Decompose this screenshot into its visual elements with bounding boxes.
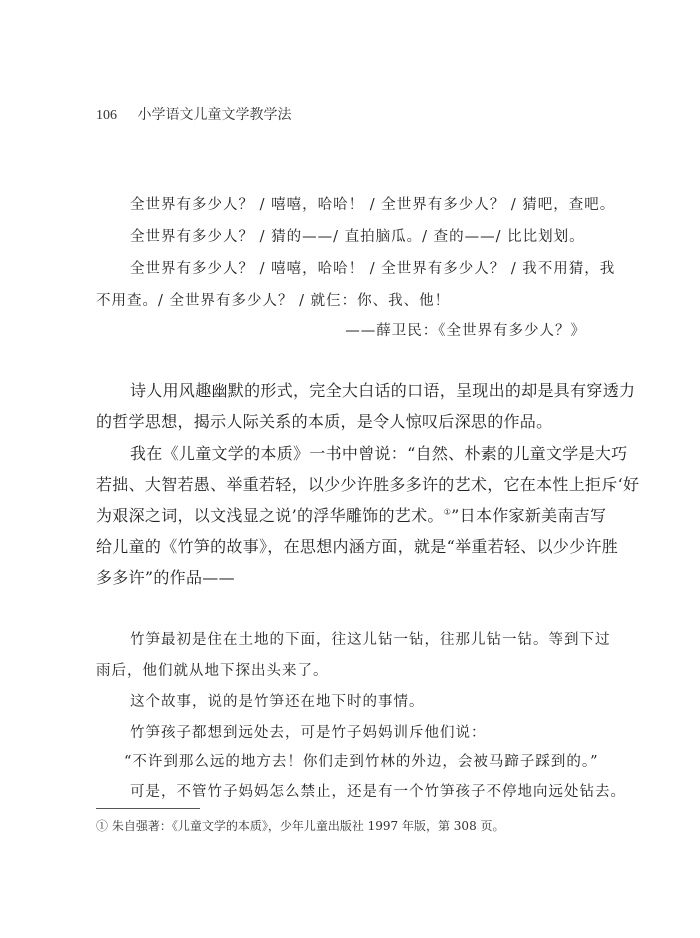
footnote-marker: ① [443,507,452,517]
story-line: 这个故事，说的是竹笋还在地下时的事情。 [130,694,425,710]
paragraph-line: 的哲学思想，揭示人际关系的本质，是令人惊叹后深思的作品。 [96,412,553,431]
text-span: ”日本作家新美南吉写 [451,506,607,525]
page-number: 106 [96,108,117,123]
paragraph-line: 我在《儿童文学的本质》一书中曾说：“自然、朴素的儿童文学是大巧 [130,444,628,463]
story-line: “不许到那么远的地方去！你们走到竹林的外边，会被马蹄子踩到的。” [124,754,599,770]
story-line: 可是，不管竹子妈妈怎么禁止，还是有一个竹笋孩子不停地向远处钻去。 [130,784,626,800]
poem-line: 全世界有多少人？ / 猜的——/ 直拍脑瓜。/ 查的——/ 比比划划。 [130,229,585,245]
paragraph-line: 多多许”的作品—— [96,568,235,587]
story-line: 竹笋孩子都想到远处去，可是竹子妈妈训斥他们说： [130,725,487,741]
paragraph-line: 若拙、大智若愚、举重若轻，以少少许胜多多许的艺术，它在本性上拒斥‘好 [96,475,640,494]
paragraph-line: 给儿童的《竹笋的故事》，在思想内涵方面，就是“举重若轻、以少少许胜 [96,537,619,556]
story-line: 竹笋最初是住在土地的下面，往这儿钻一钻，往那儿钻一钻。等到下过 [130,632,611,648]
book-title: 小学语文儿童文学教学法 [137,107,292,123]
paragraph-line [96,503,607,526]
text-span: 为艰深之词，以文浅显之说’的浮华雕饰的艺术。 [96,506,444,525]
story-line: 雨后，他们就从地下探出头来了。 [96,663,329,679]
footnote: ① 朱自强著：《儿童文学的本质》，少年儿童出版社 1997 年版，第 308 页。 [96,819,505,833]
footnote-divider [96,808,200,809]
poem-line: 全世界有多少人？ / 嘻嘻，哈哈！ / 全世界有多少人？ / 我不用猜，我 [130,261,616,277]
poem-line: 全世界有多少人？ / 嘻嘻，哈哈！ / 全世界有多少人？ / 猜吧，查吧。 [130,197,616,213]
running-header [96,104,291,124]
paragraph-line: 诗人用风趣幽默的形式，完全大白话的口语，呈现出的却是具有穿透力 [130,381,636,400]
poem-attribution: ——薛卫民：《全世界有多少人？》 [345,323,586,339]
poem-line: 不用查。/ 全世界有多少人？ / 就仨：你、我、他！ [96,293,451,309]
